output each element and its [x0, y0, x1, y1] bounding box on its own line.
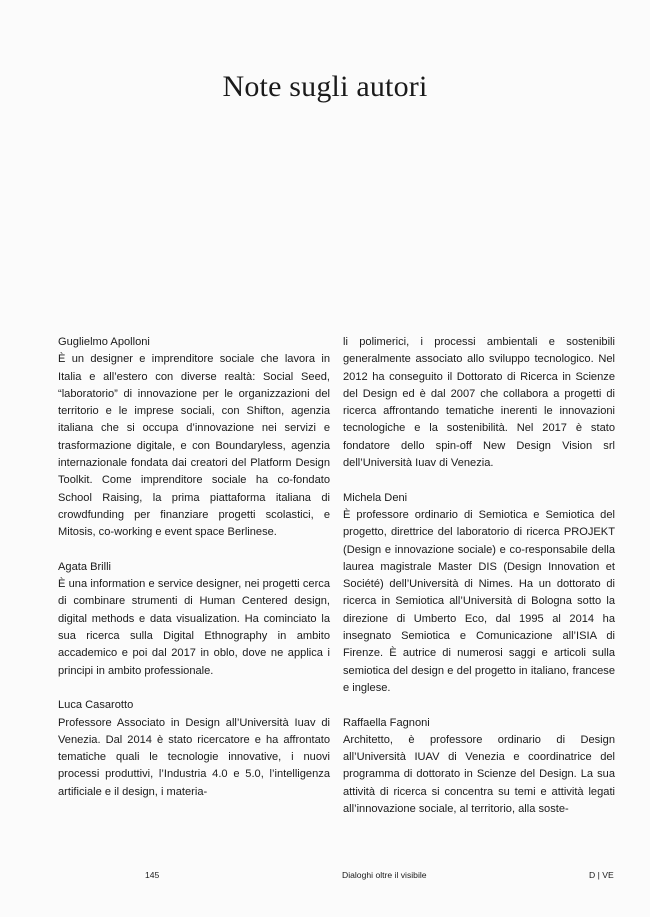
author-text: Professore Associato in Design all’Università Iuav di Venezia. Dal 2014 è stato ricercatore e ha affrontato tematiche quali le tecnologie innovative, i nuovi processi produttivi, l’Industria 4.0 e 5.0, l’intelligenza artificiale e il design, i materia-: [58, 716, 330, 798]
author-name: Guglielmo Apolloni: [58, 336, 150, 348]
author-bio: [58, 697, 330, 801]
page-number: 145: [145, 870, 160, 880]
author-name: Raffaella Fagnoni: [343, 716, 430, 729]
author-text: li polimerici, i processi ambientali e sostenibili generalmente associato allo sviluppo tecnologico. Nel 2012 ha conseguito il Dottorato di Ricerca in Scienze del Design ed è dal 2007 che collabora a progetti di ricerca affrontando tematiche inerenti le innovazioni tecnologiche e la sostenibilità. Nel 2017 è stato fondatore dello spin-off New Design Vision srl dell’Università Iuav di Venezia.: [343, 336, 615, 470]
author-name: Agata Brilli: [58, 560, 112, 573]
author-bio-continued: [343, 334, 615, 472]
author-bio: [343, 490, 615, 698]
page-title: Note sugli autori: [222, 70, 428, 103]
author-text: È professore ordinario di Semiotica e Semiotica del progetto, direttrice del laboratorio di ricerca PROJEKT (Design e innovazione sociale) e co-responsabile della laurea magistrale Master DIS (Design Innovation et Société) dell’Università di Nimes. Ha un dottorato di ricerca in Semiotica all’Università di Bologna sotto la direzione di Umberto Eco, dal 1995 al 2014 ha insegnato Semiotica e Comunicazione all’ISIA di Firenze. È autrice di numerosi saggi e articoli sulla semiotica del design e del progetto in italiano, francese e inglese.: [343, 508, 615, 694]
author-bio: [58, 334, 330, 542]
author-text: È un designer e imprenditore sociale che lavora in Italia e all’estero con diverse realtà: Social Seed, “laboratorio” di innovazione per le organizzazioni del territorio e le imprese sociali, con Shifton, agenzia italiana che si occupa d’innovazione nei servizi e trasformazione digitale, e con Boundaryless, agenzia internazionale fondata dai creatori del Platform Design Toolkit. Come imprenditore sociale ha co-fondato School Raising, la prima piattaforma italiana di crowdfunding per finanziare progetti scolastici, e Mitosis, co-working e event space Berlinese.: [58, 353, 330, 539]
left-column: [58, 334, 330, 818]
author-text: È una information e service designer, nei progetti cerca di combinare strumenti di Human Centered design, digital methods e data visualization. Ha cominciato la sua ricerca sulla Digital Ethnography in ambito accademico e poi dal 2017 in oblo, dove ne applica i principi in ambito professionale.: [58, 578, 330, 677]
author-bio: [343, 715, 615, 819]
author-bio: [58, 559, 330, 680]
right-column: [343, 334, 615, 836]
book-title: Dialoghi oltre il visibile: [342, 870, 427, 880]
journal-mark: D | VE: [589, 870, 614, 880]
author-name: Luca Casarotto: [58, 699, 134, 712]
author-text: Architetto, è professore ordinario di Design all’Università IUAV di Venezia e coordinatrice del programma di dottorato in Scienze del Design. La sua attività di ricerca si concentra su temi e attività legati all’innovazione sociale, al territorio, alla soste-: [343, 733, 615, 816]
author-name: Michela Deni: [343, 491, 408, 504]
